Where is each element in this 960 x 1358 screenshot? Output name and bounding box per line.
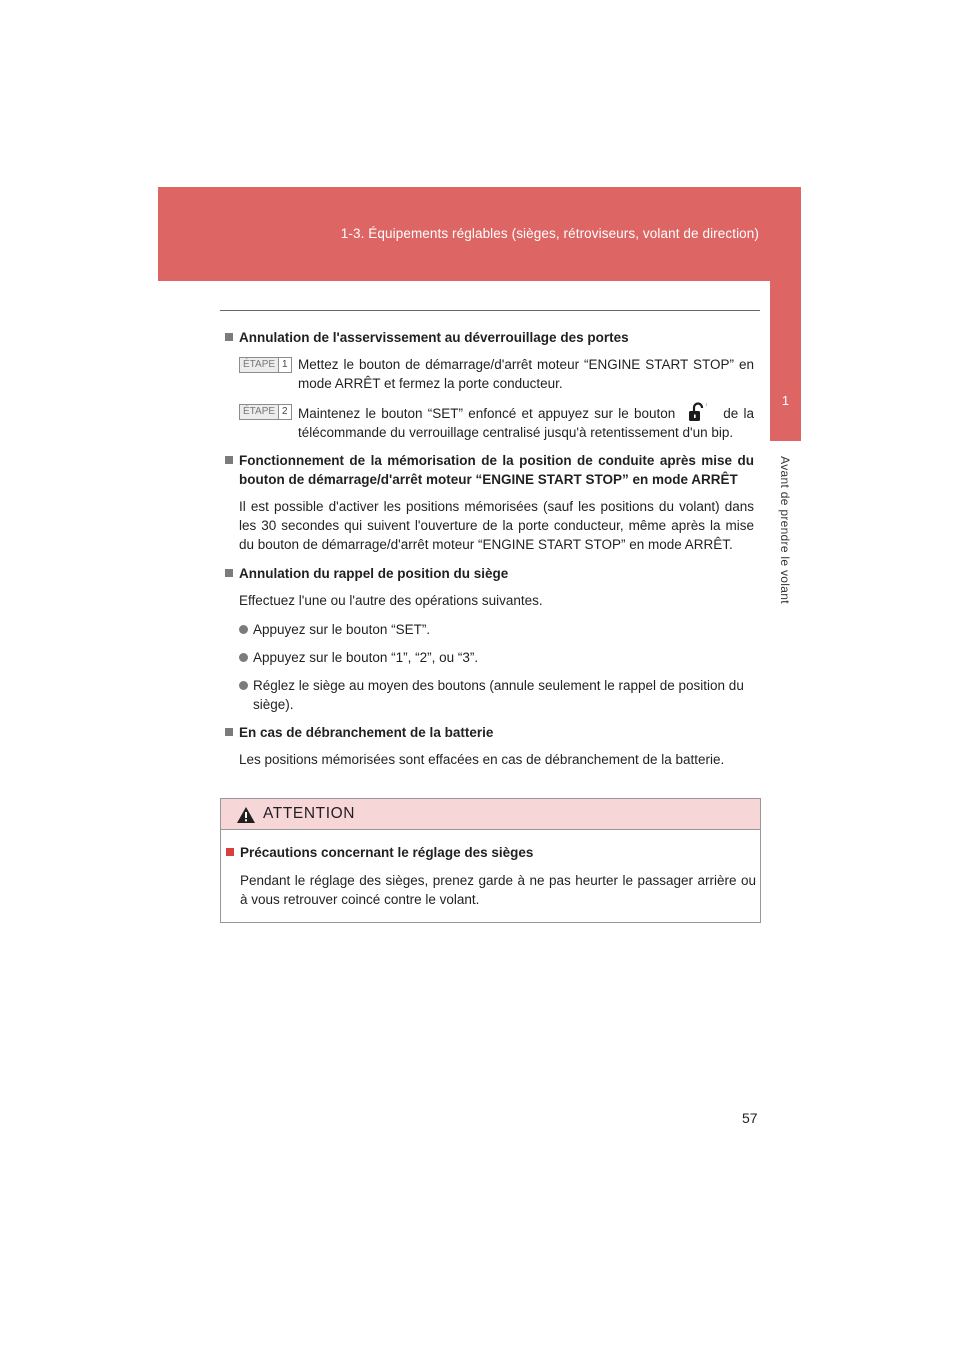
step-badge: ÉTAPE 2 (239, 404, 292, 420)
step-1-text: Mettez le bouton de démarrage/d'arrêt moteur “ENGINE START STOP” en mode ARRÊT et fermez la porte conducteur. (298, 357, 754, 391)
step-badge: ÉTAPE 1 (239, 357, 292, 373)
circle-bullet-icon (239, 681, 248, 690)
circle-bullet-icon (239, 625, 248, 634)
battery-text: Les positions mémorisées sont effacées en cas de débranchement de la batterie. (239, 752, 725, 767)
step-2 (224, 402, 754, 442)
chapter-header-title: 1-3. Équipements réglables (sièges, rétroviseurs, volant de direction) (340, 226, 759, 241)
warning-header (221, 799, 760, 830)
warning-triangle-icon (236, 806, 256, 824)
list-item: Appuyez sur le bouton “1”, “2”, ou “3”. (224, 648, 754, 667)
recall-cancel-intro: Effectuez l'une ou l'autre des opérations suivantes. (239, 593, 543, 608)
door-unlock-heading: Annulation de l'asservissement au déverrouillage des portes (224, 328, 754, 347)
chapter-header-band (158, 187, 801, 281)
list-item: Appuyez sur le bouton “SET”. (224, 620, 754, 639)
square-bullet-icon (226, 848, 234, 856)
warning-box (220, 798, 761, 923)
circle-bullet-icon (239, 653, 248, 662)
memorization-text: Il est possible d'activer les positions mémorisées (sauf les positions du volant) dans les 30 secondes qui suivent l'ouverture de la porte conducteur, même après la mise du bouton de démarrage/d'arrêt moteur “ENGINE START STOP” en mode ARRÊT. (239, 499, 754, 552)
chapter-number: 1 (781, 393, 790, 408)
chapter-side-label: Avant de prendre le volant (778, 456, 792, 604)
warning-title: ATTENTION (263, 805, 356, 822)
battery-heading: En cas de débranchement de la batterie (224, 723, 754, 742)
warning-text: Pendant le réglage des sièges, prenez garde à ne pas heurter le passager arrière ou à vous retrouver coincé contre le volant. (240, 873, 756, 907)
unlock-icon (685, 402, 709, 422)
warning-body (221, 830, 760, 909)
main-content (224, 328, 754, 779)
step-2-text-b: de la télécommande du verrouillage centralisé jusqu'à retentissement d'un bip. (298, 406, 754, 440)
section-divider (220, 310, 760, 311)
step-2-text-a: Maintenez le bouton “SET” enfoncé et appuyez sur le bouton (298, 406, 676, 421)
chapter-side-tab (770, 281, 801, 441)
list-item: Réglez le siège au moyen des boutons (annule seulement le rappel de position du siège). (224, 676, 754, 714)
square-bullet-icon (225, 456, 233, 464)
step-1 (224, 355, 754, 393)
warning-heading: Précautions concernant le réglage des sièges (225, 843, 756, 862)
square-bullet-icon (225, 333, 233, 341)
memorization-heading: Fonctionnement de la mémorisation de la position de conduite après mise du bouton de démarrage/d'arrêt moteur “ENGINE START STOP” en mode ARRÊT (224, 451, 754, 489)
square-bullet-icon (225, 728, 233, 736)
square-bullet-icon (225, 569, 233, 577)
page-number: 57 (742, 1110, 758, 1126)
recall-cancel-heading: Annulation du rappel de position du siège (224, 564, 754, 583)
